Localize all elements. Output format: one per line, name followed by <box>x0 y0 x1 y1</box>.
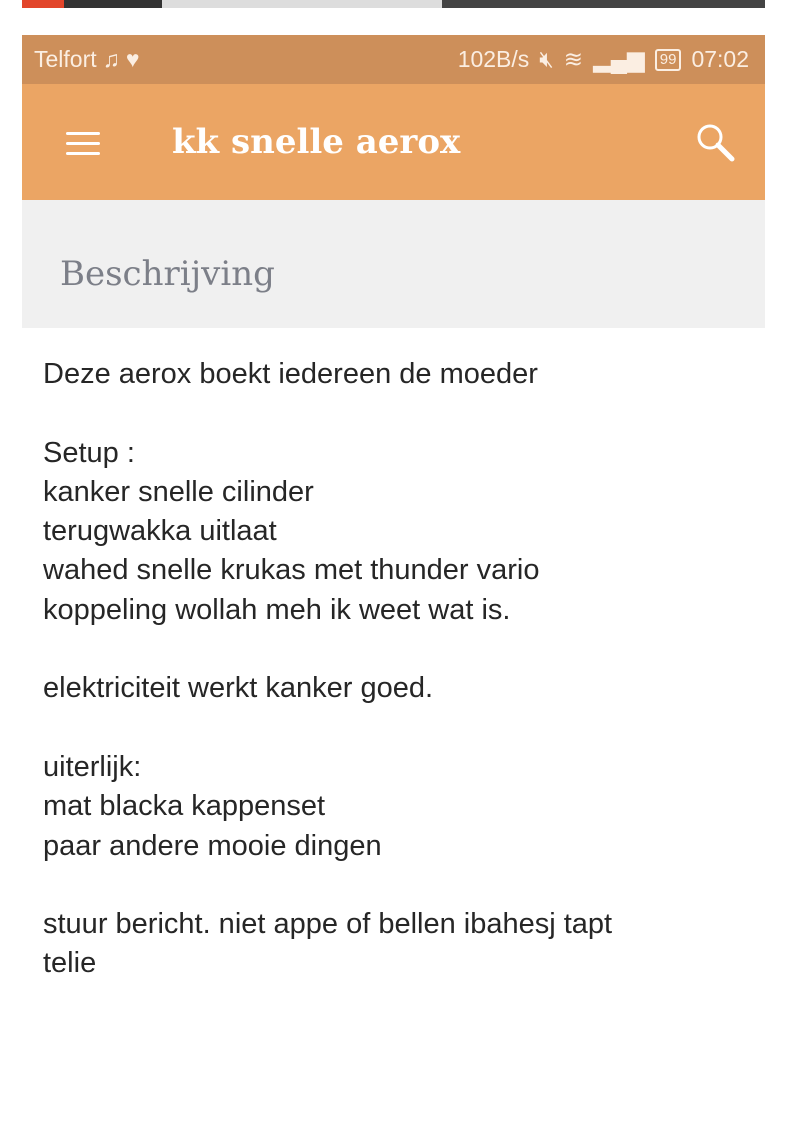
carrier: Telfort <box>34 46 97 72</box>
section-header <box>22 200 765 328</box>
description-text: Deze aerox boekt iedereen de moeder Setup : kanker snelle cilinder terugwakka uitlaat wahed snelle krukas met thunder vario koppeling wollah meh ik weet wat is. elektriciteit werkt kanker goed. uiterlijk: mat blacka kappenset paar andere mooie dingen stuur bericht. niet appe of bellen ibahesj tapt telie <box>43 358 613 980</box>
app-toolbar <box>22 84 765 200</box>
status-bar <box>22 35 765 84</box>
search-icon[interactable] <box>695 122 735 162</box>
health-icon: ♥ <box>125 46 140 72</box>
clock: 07:02 <box>691 46 749 72</box>
mute-icon: 🔇︎ <box>539 46 554 72</box>
battery-icon: 99 <box>655 49 682 71</box>
wifi-icon: ≋ <box>563 46 584 72</box>
menu-icon[interactable] <box>66 132 100 162</box>
previous-screenshot-strip <box>22 0 765 8</box>
section-heading: Beschrijving <box>60 254 275 294</box>
signal-icon: ▂▄▆ <box>593 46 645 72</box>
network-speed: 102B/s <box>457 46 530 72</box>
music-icon: ♫ <box>102 46 120 72</box>
page-title: kk snelle aerox <box>172 122 461 162</box>
